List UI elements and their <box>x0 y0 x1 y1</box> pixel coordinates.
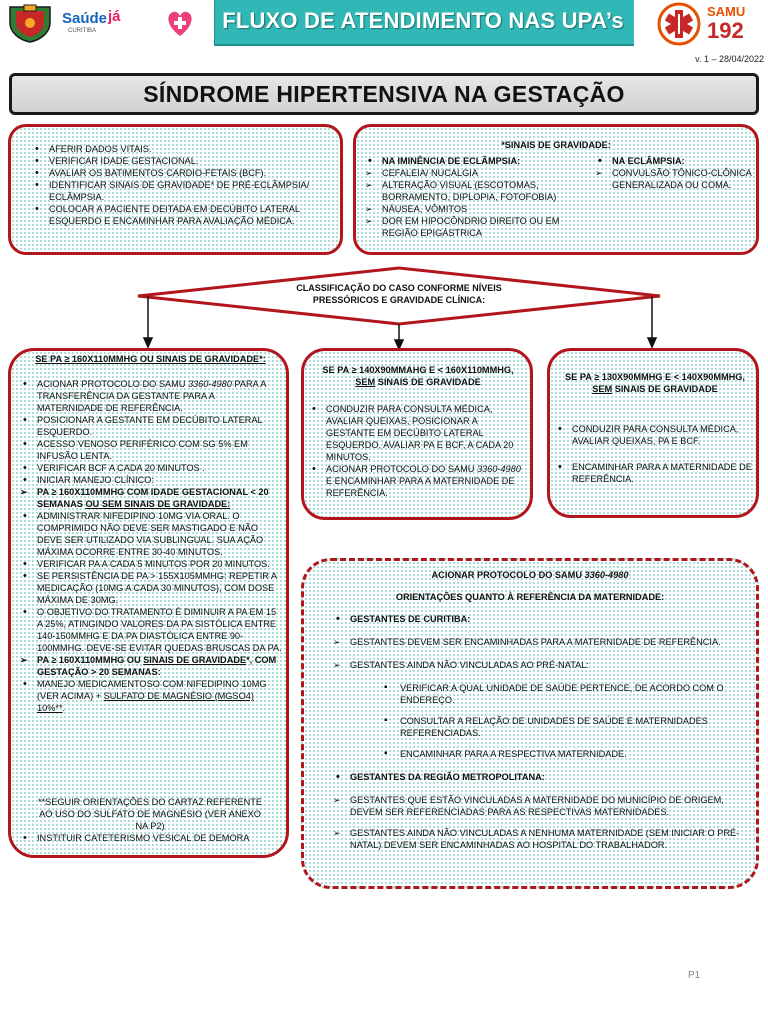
list-item: ➢ ALTERAÇÃO VISUAL (ESCOTOMAS, BORRAMENTO, DIPLOPIA, FOTOFOBIA) <box>362 179 594 203</box>
list-item: • ADMINISTRAR NIFEDIPINO 10MG VIA ORAL. O COMPRIMIDO NÃO DEVE SER MASTIGADO E NÃO DEVE SER UTILIZADO VIA SUBLINGUAL. SUA AÇÃO MÁXIMA OCORRE ENTRE 30-40 MINUTOS. <box>17 510 283 558</box>
severe-hypertension-box <box>8 348 289 858</box>
mild-steps-list <box>552 423 752 485</box>
list-item <box>17 654 283 678</box>
page-number: P1 <box>688 970 701 981</box>
list-item: • VERIFICAR BCF A CADA 20 MINUTOS . <box>17 462 283 474</box>
text-part: SINAIS DE GRAVIDADE <box>143 655 247 665</box>
text-part: SE PA ≥ 140X90MMAHG E < 160X110MMHG, <box>322 365 514 375</box>
list-item: • IDENTIFICAR SINAIS DE GRAVIDADE* DE PRÉ-ECLÂMPSIA/ ECLÂMPSIA. <box>29 179 329 203</box>
text-part: SINAIS DE GRAVIDADE <box>612 384 718 394</box>
list-item: ➢ CEFALEIA/ NUCALGIA <box>362 167 594 179</box>
moderate-heading <box>320 364 516 388</box>
list-item: ▪ VERIFICAR A QUAL UNIDADE DE SAÚDE PERTENCE, DE ACORDO COM O ENDEREÇO. <box>330 682 740 706</box>
text-part: SEM <box>355 377 376 387</box>
list-item: ➢ CONVULSÃO TÔNICO-CLÔNICA GENERALIZADA OU COMA. <box>592 167 756 191</box>
list-item: • CONDUZIR PARA CONSULTA MÉDICA, AVALIAR QUEIXAS, POSICIONAR A GESTANTE EM DECÚBITO LATERAL ESQUERDO, AVALIAR PA E BCF, A CADA 20 MINUTOS. <box>306 403 528 463</box>
list-item: • O OBJETIVO DO TRATAMENTO É DIMINUIR A PA EM 15 A 25%, ATINGINDO VALORES DA PA SISTÓLICA ENTRE 140-150MMHG E DA PA DIASTÓLICA ENTRE 90-100MMHG. DEVE-SE EVITAR QUEDAS BRUSCAS DA PA. <box>17 606 283 654</box>
metro-heading: • GESTANTES DA REGIÃO METROPOLITANA: <box>330 771 740 783</box>
severe-steps-list <box>17 378 283 714</box>
list-item: • VERIFICAR PA A CADA 5 MINUTOS POR 20 MINUTOS. <box>17 558 283 570</box>
text-part: ACIONAR PROTOCOLO DO SAMU <box>431 570 585 580</box>
text-part: SE PA ≥ 130X90MMHG E < 140X90MMHG, <box>565 372 745 382</box>
list-item <box>17 486 283 510</box>
list-item: • CONDUZIR PARA CONSULTA MÉDICA, AVALIAR QUEIXAS, PA E BCF. <box>552 423 752 447</box>
magnesium-note: **SEGUIR ORIENTAÇÕES DO CARTAZ REFERENTE AO USO DO SULFATO DE MAGNÉSIO (VER ANEXO NA P2) <box>37 797 263 831</box>
protocol-heading <box>304 569 756 581</box>
mild-heading <box>560 371 750 395</box>
maternity-reference-box <box>301 558 759 889</box>
list-item: ➢ GESTANTES DEVEM SER ENCAMINHADAS PARA A MATERNIDADE DE REFERÊNCIA. <box>330 636 740 648</box>
text-part: . <box>62 703 66 713</box>
classification-text: CLASSIFICAÇÃO DO CASO CONFORME NÍVEIS PRESSÓRICOS E GRAVIDADE CLÍNICA: <box>296 283 502 305</box>
text-part: SEM <box>592 384 613 394</box>
eclampsia-heading: • NA ECLÂMPSIA: <box>592 155 756 167</box>
severe-heading: SE PA ≥ 160X110MMHG OU SINAIS DE GRAVIDADE*: <box>35 354 266 364</box>
text-part: E ENCAMINHAR PARA A MATERNIDADE DE REFERÊNCIA. <box>326 476 515 498</box>
text-part: PA ≥ 160X110MMHG OU <box>37 655 144 665</box>
list-item: • SE PERSISTÊNCIA DE PA > 155X105MMHG: REPETIR A MEDICAÇÃO (10MG A CADA 30 MINUTOS), COM DOSE MÁXIMA DE 30MG. <box>17 570 283 606</box>
page-title: SÍNDROME HIPERTENSIVA NA GESTAÇÃO <box>143 80 625 107</box>
protocol-subheading: ORIENTAÇÕES QUANTO À REFERÊNCIA DA MATERNIDADE: <box>395 592 665 602</box>
header-title: FLUXO DE ATENDIMENTO NAS UPA’s <box>222 8 624 33</box>
list-item <box>17 378 283 414</box>
saude-logo-tag: CURITIBA <box>68 28 97 34</box>
list-item: • AVALIAR OS BATIMENTOS CARDIO-FETAIS (BCF). <box>29 167 329 179</box>
text-part: OU SEM SINAIS DE GRAVIDADE: <box>85 499 231 509</box>
ja-logo-text: já <box>108 8 121 25</box>
severe-steps-list-end <box>17 832 283 844</box>
text-part: PA ≥ 160X110MMHG COM IDADE GESTACIONAL < 20 SEMANAS <box>37 487 269 509</box>
list-item: • INICIAR MANEJO CLÍNICO: <box>17 474 283 486</box>
saude-logo-text: Saúde <box>62 10 108 27</box>
text-part: ACIONAR PROTOCOLO DO SAMU <box>326 464 477 474</box>
text-part: ACIONAR PROTOCOLO DO SAMU <box>37 379 188 389</box>
moderate-hypertension-box <box>301 348 533 520</box>
imminence-heading: • NA IMINÊNCIA DE ECLÂMPSIA: <box>362 155 594 167</box>
text-part: *, COM GESTAÇÃO > 20 SEMANAS: <box>37 655 277 677</box>
list-item: • ACESSO VENOSO PERIFÉRICO COM SG 5% EM INFUSÃO LENTA. <box>17 438 283 462</box>
list-item: • AFERIR DADOS VITAIS. <box>29 143 329 155</box>
maternity-reference-list <box>330 613 740 851</box>
mild-hypertension-box <box>547 348 759 518</box>
list-item: • INSTITUIR CATETERISMO VESICAL DE DEMORA <box>17 832 283 844</box>
curitiba-heading: • GESTANTES DE CURITIBA: <box>330 613 740 625</box>
text-part: SULFATO DE MAGNÉSIO (MGSO4) 10%** <box>37 691 254 713</box>
samu-number: 192 <box>707 18 744 43</box>
samu-phone: 3360-4980 <box>187 379 232 389</box>
list-item: ▪ CONSULTAR A RELAÇÃO DE UNIDADES DE SAÚDE E MATERNIDADES REFERENCIADAS. <box>330 715 740 739</box>
version-date: v. 1 – 28/04/2022 <box>695 54 764 64</box>
list-item: ➢ GESTANTES AINDA NÃO VINCULADAS AO PRÉ-NATAL: <box>330 659 740 671</box>
list-item: • POSICIONAR A GESTANTE EM DECÚBITO LATERAL ESQUERDO. <box>17 414 283 438</box>
text-part: SINAIS DE GRAVIDADE <box>375 377 481 387</box>
list-item: ▪ ENCAMINHAR PARA A RESPECTIVA MATERNIDADE. <box>330 748 740 760</box>
severity-signs-heading: *SINAIS DE GRAVIDADE: <box>501 140 611 150</box>
samu-phone: 3360-4980 <box>476 464 521 474</box>
list-item: ➢ DOR EM HIPOCÔNDRIO DIREITO OU EM REGIÃO EPIGÁSTRICA <box>362 215 594 239</box>
samu-label: SAMU <box>707 4 746 19</box>
list-item: ➢ NÁUSEA, VÔMITOS <box>362 203 594 215</box>
list-item: ➢ GESTANTES QUE ESTÃO VINCULADAS A MATERNIDADE DO MUNICÍPIO DE ORIGEM, DEVEM SER REFERENCIADAS PARA AS RESPECTIVAS MATERNIDADES. <box>330 794 740 818</box>
list-item <box>306 463 528 499</box>
moderate-steps-list <box>306 403 528 499</box>
text-part: MANEJO MEDICAMENTOSO COM NIFEDIPINO 10MG (VER ACIMA) + <box>37 679 267 701</box>
samu-phone: 3360-4980 <box>584 570 629 580</box>
list-item: ➢ GESTANTES AINDA NÃO VINCULADAS A NENHUMA MATERNIDADE (SEM INICIAR O PRÉ-NATAL) DEVEM SER ENCAMINHADAS AO HOSPITAL DO TRABALHADOR. <box>330 827 740 851</box>
list-item: • COLOCAR A PACIENTE DEITADA EM DECÚBITO LATERAL ESQUERDO E ENCAMINHAR PARA AVALIAÇÃO MÉDICA. <box>29 203 329 227</box>
list-item: • VERIFICAR IDADE GESTACIONAL. <box>29 155 329 167</box>
list-item: • ENCAMINHAR PARA A MATERNIDADE DE REFERÊNCIA. <box>552 461 752 485</box>
text-part: PARA A TRANSFERÊNCIA DA GESTANTE PARA A MATERNIDADE DE REFERÊNCIA. <box>37 379 266 413</box>
list-item <box>17 678 283 714</box>
